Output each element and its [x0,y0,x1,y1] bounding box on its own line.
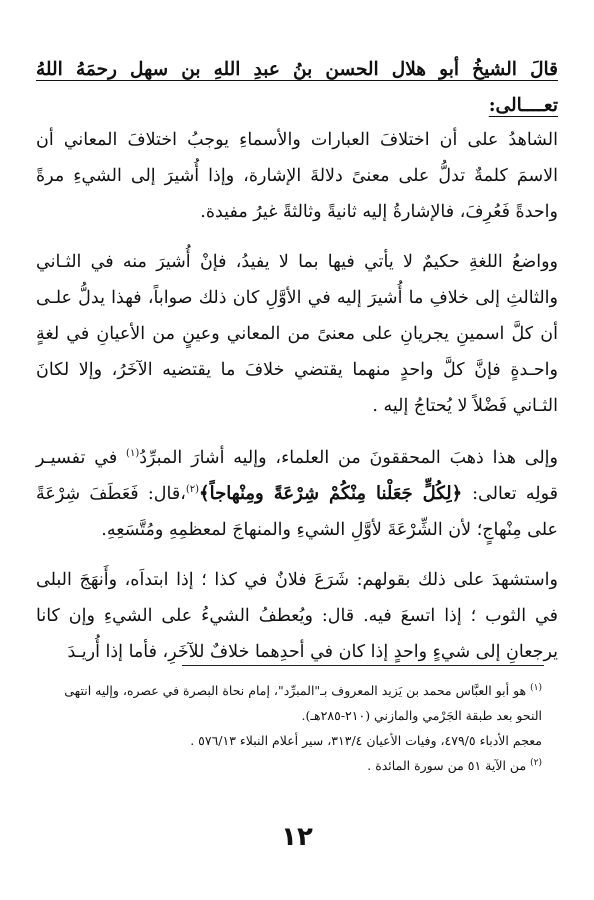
main-text [36,52,558,670]
footnotes [50,678,542,778]
footnote [50,753,542,778]
paragraph-text: في تفسيـر قولِه تعالى: [36,448,558,504]
quran-verse: ﴿لِكُلٍّ جَعَلْنا مِنْكُمْ شِرْعَةً ومِنْهاجاً﴾ [199,483,473,504]
footnote-text: من الآية ٥١ من سورة المائدة . [367,758,531,773]
page-number: ١٢ [281,822,313,852]
footnote-divider [182,665,544,666]
paragraph: الشاهدُ على أن اختلافَ العبارات والأسماءِ يوجبُ اختلافَ المعاني أن الاسمَ كلمةٌ تدلُّ على معنىً دلالةَ الإشارة، وإذا أُشيرَ إلى الشيءِ مرةً واحدةً فَعُرِفَ، فالإشارةُ إليه ثانيةً وثالثةً غيرُ مفيدة. [36,130,558,222]
paragraph: وواضعُ اللغةِ حكيمٌ لا يأتي فيها بما لا يفيدُ، فإنْ أُشيرَ منه في الثـاني والثالثِ إلى خلافِ ما أُشيرَ إليه في الأوَّلِ كان ذلك صواباً، فهذا يدلُّ علـى أن كلَّ اسمينِ يجريانِ على معنىً من المعاني وعينٍ من الأعيانِ في لغةٍ واحـدةٍ فإنَّ كلَّ واحدٍ منهما يقتضي خلافَ ما يقتضيه الآخَرُ، وإلا لكانَ الثـاني فَضْلاً لا يُحتاجُ إليه . [36,252,558,416]
section-heading: قالَ الشيخُ أبو هلال الحسن بنُ عبدِ اللهِ بن سهل رحمَهُ اللهُ تعــــالى: [36,59,558,116]
paragraph-text: وإلى هذا ذهبَ المحققونَ من العلماء، وإليه أشارَ المبرِّدُ [139,448,558,468]
footnote-sources: معجم الأدباء ٤٧٩/٥، وفيات الأعيان ٣١٣/٤، سير أعلام النبلاء ٥٧٦/١٣ . [190,733,542,748]
footnote-reference: (٢) [185,484,200,496]
footnote [50,678,542,728]
footnote-text: هو أبو العبَّاس محمد بن يَزيد المعروف بـ"المبرِّد"، إمام نحاة البصرة في عصره، وإليه انتهى النحو بعد طبقة الجَرْمي والمازني (٢١٠-٢٨٥هـ). [64,683,542,723]
footnote-number: (٢) [530,757,542,768]
paragraph-text: ،قال: فَعَطَفَ شِرْعَةً على مِنْهاجٍ؛ لأن الشِّرْعَةَ لأوَّلِ الشيءِ والمنهاجَ لمعظمِهِ ومُتَّسَعِهِ. [36,484,558,540]
footnote-number: (١) [530,682,542,693]
paragraph: واستشهدَ على ذلك بقولهم: شَرَعَ فلانٌ في كذا ؛ إذا ابتداَه، وأَنهَجَ البلى في الثوب ؛ إذا اتسعَ فيه. قال: ويُعطفُ الشيءُ على الشيءِ وإن كانا يرجعانِ إلى شيءٍ واحدٍ إذا كان في أحدِهما خلافٌ للآخَرِ، فأما إذا أُريـدَ [36,570,558,662]
paragraph [36,440,558,548]
footnote-reference: (١) [126,448,140,460]
